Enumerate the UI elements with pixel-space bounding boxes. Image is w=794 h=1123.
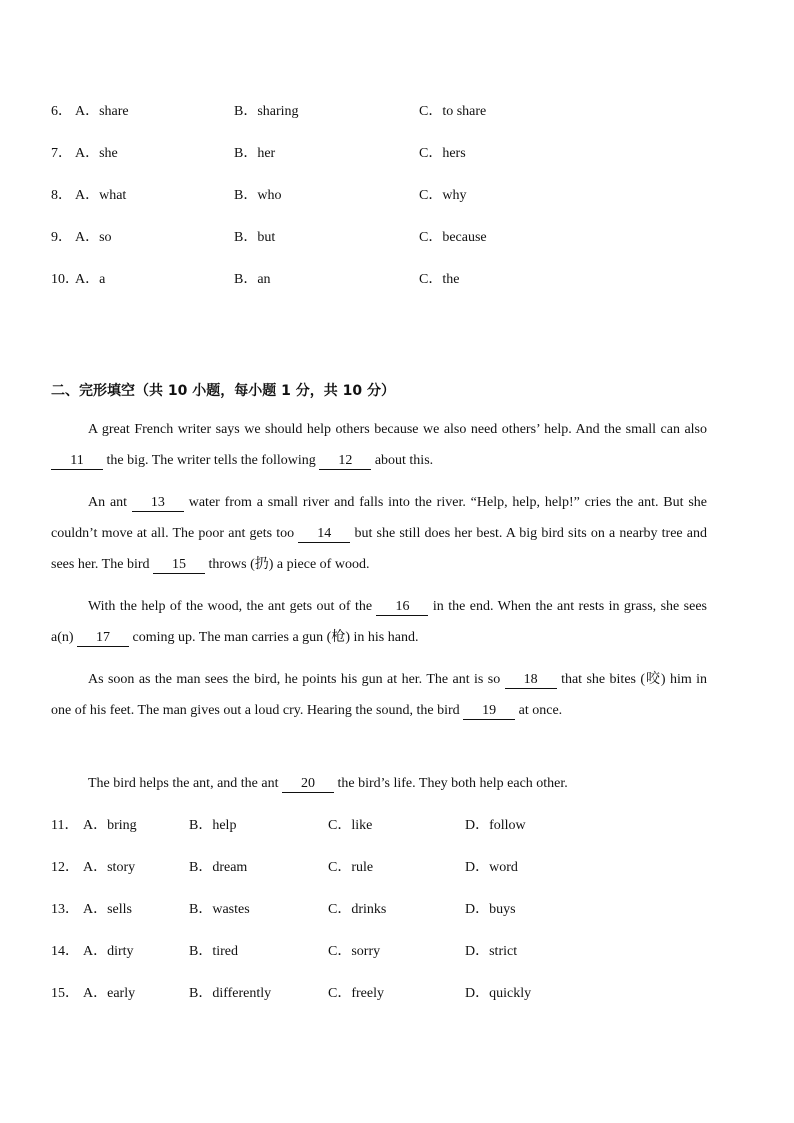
blank-14: 14 bbox=[298, 525, 350, 543]
question-number: 6． bbox=[51, 104, 72, 119]
passage-text: the big. The writer tells the following bbox=[106, 453, 316, 468]
option-c: C．sorry bbox=[328, 944, 381, 959]
option-a: A．so bbox=[75, 230, 112, 245]
option-c: C．to share bbox=[419, 104, 487, 119]
passage-text: A great French writer says we should help others because we also need others’ help. And the small can also bbox=[88, 422, 707, 437]
passage-paragraph-5 bbox=[51, 768, 707, 799]
passage-text: but she still does her best. A big bird sits on a nearby tree and sees her. The bird bbox=[51, 526, 708, 572]
passage-text: about this. bbox=[374, 453, 434, 468]
passage-text: An ant bbox=[88, 495, 128, 510]
option-b: B．her bbox=[234, 146, 276, 161]
option-a: A．what bbox=[75, 188, 127, 203]
option-a: A．share bbox=[75, 104, 129, 119]
blank-20: 20 bbox=[282, 775, 334, 793]
question-number: 7． bbox=[51, 146, 72, 161]
option-d: D．word bbox=[465, 860, 518, 875]
option-c: C．the bbox=[419, 272, 460, 287]
option-b: B．who bbox=[234, 188, 282, 203]
passage-paragraph-2 bbox=[51, 487, 707, 580]
question-number: 14． bbox=[51, 944, 79, 959]
option-c: C．hers bbox=[419, 146, 466, 161]
question-number: 8． bbox=[51, 188, 72, 203]
option-a: A．story bbox=[83, 860, 136, 875]
option-b: B．differently bbox=[189, 986, 272, 1001]
blank-11: 11 bbox=[51, 452, 103, 470]
blank-19: 19 bbox=[463, 702, 515, 720]
option-d: D．strict bbox=[465, 944, 518, 959]
option-b: B．sharing bbox=[234, 104, 299, 119]
option-b: B．an bbox=[234, 272, 271, 287]
passage-text: that she bites (咬) him in one of his feet. The man gives out a loud cry. Hearing the sound, the bird bbox=[51, 672, 708, 718]
option-c: C．rule bbox=[328, 860, 374, 875]
option-b: B．wastes bbox=[189, 902, 250, 917]
passage-text: in the end. When the ant rests in grass, she sees a(n) bbox=[51, 599, 708, 645]
passage-text: The bird helps the ant, and the ant bbox=[88, 776, 279, 791]
passage-text: at once. bbox=[518, 703, 563, 718]
blank-15: 15 bbox=[153, 556, 205, 574]
option-b: B．dream bbox=[189, 860, 248, 875]
option-a: A．a bbox=[75, 272, 106, 287]
option-b: B．help bbox=[189, 818, 237, 833]
passage-text: coming up. The man carries a gun (枪) in his hand. bbox=[132, 630, 419, 645]
option-c: C．because bbox=[419, 230, 487, 245]
option-a: A．dirty bbox=[83, 944, 134, 959]
question-number: 10． bbox=[51, 272, 79, 287]
option-b: B．tired bbox=[189, 944, 238, 959]
question-number: 11． bbox=[51, 818, 79, 833]
question-number: 13． bbox=[51, 902, 79, 917]
option-a: A．sells bbox=[83, 902, 132, 917]
passage-text: water from a small river and falls into the river. “Help, help, help!” cries the ant. But she couldn’t move at all. The poor ant gets too bbox=[51, 495, 708, 541]
option-a: A．early bbox=[83, 986, 136, 1001]
option-c: C．drinks bbox=[328, 902, 387, 917]
passage-text: the bird’s life. They both help each other. bbox=[337, 776, 568, 791]
blank-13: 13 bbox=[132, 494, 184, 512]
passage-text: throws (扔) a piece of wood. bbox=[208, 557, 370, 572]
blank-12: 12 bbox=[319, 452, 371, 470]
question-number: 15． bbox=[51, 986, 79, 1001]
blank-16: 16 bbox=[376, 598, 428, 616]
blank-18: 18 bbox=[505, 671, 557, 689]
option-b: B．but bbox=[234, 230, 276, 245]
option-c: C．why bbox=[419, 188, 467, 203]
option-d: D．buys bbox=[465, 902, 516, 917]
passage-text: With the help of the wood, the ant gets out of the bbox=[88, 599, 373, 614]
option-c: C．like bbox=[328, 818, 373, 833]
option-d: D．quickly bbox=[465, 986, 532, 1001]
passage-paragraph-3 bbox=[51, 591, 707, 653]
option-a: A．she bbox=[75, 146, 118, 161]
blank-17: 17 bbox=[77, 629, 129, 647]
passage-text: As soon as the man sees the bird, he points his gun at her. The ant is so bbox=[88, 672, 501, 687]
option-c: C．freely bbox=[328, 986, 384, 1001]
section-title: 二、完形填空（共 10 小题，每小题 1 分，共 10 分） bbox=[51, 383, 395, 399]
passage-paragraph-4 bbox=[51, 664, 707, 726]
question-number: 12． bbox=[51, 860, 79, 875]
option-a: A．bring bbox=[83, 818, 137, 833]
option-d: D．follow bbox=[465, 818, 526, 833]
question-number: 9． bbox=[51, 230, 72, 245]
passage-paragraph-1 bbox=[51, 414, 707, 476]
